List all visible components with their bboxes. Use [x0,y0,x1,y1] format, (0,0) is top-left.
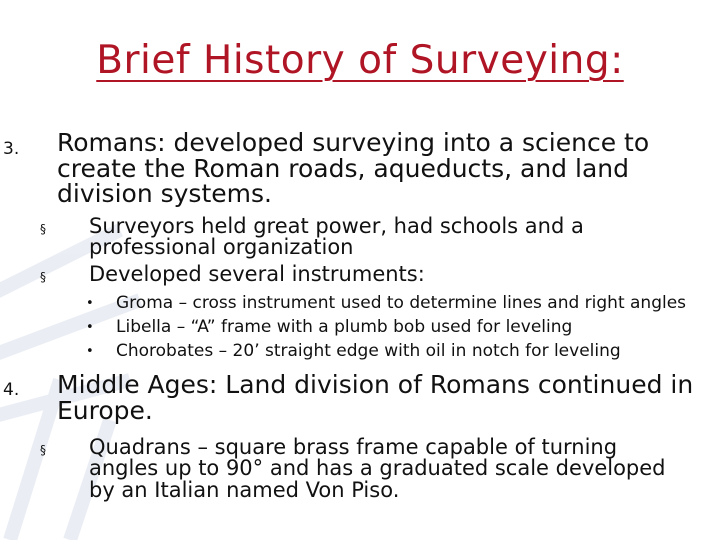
item-3-sub-2-marker: § [40,270,46,284]
item-3-sub-1-marker: § [40,222,46,236]
item-3-number: 3. [3,139,20,159]
libella-bullet: • [86,320,94,335]
item-3-sub-2-text: Developed several instruments: [89,262,425,286]
item-4-number: 4. [3,380,20,400]
chorobates-bullet: • [86,344,94,359]
item-4-text: Middle Ages: Land division of Romans continued in Europe. [57,370,694,425]
groma-text: Groma – cross instrument used to determine lines and right angles [116,293,687,313]
item-3-sub-1-text: Surveyors held great power, had schools and a professional organization [89,214,584,260]
libella-text: Libella – “A” frame with a plumb bob used for leveling [116,317,573,337]
groma-bullet: • [86,296,94,311]
chorobates-text: Chorobates – 20’ straight edge with oil in notch for leveling [116,341,621,361]
item-4-sub-1-marker: § [40,443,46,457]
item-3-text: Romans: developed surveying into a science to create the Roman roads, aqueducts, and land division systems. [57,128,650,208]
item-4-sub-1-text: Quadrans – square brass frame capable of turning angles up to 90° and has a graduated scale developed by an Italian named Von Piso. [89,435,666,502]
slide-title: Brief History of Surveying: [96,38,624,83]
